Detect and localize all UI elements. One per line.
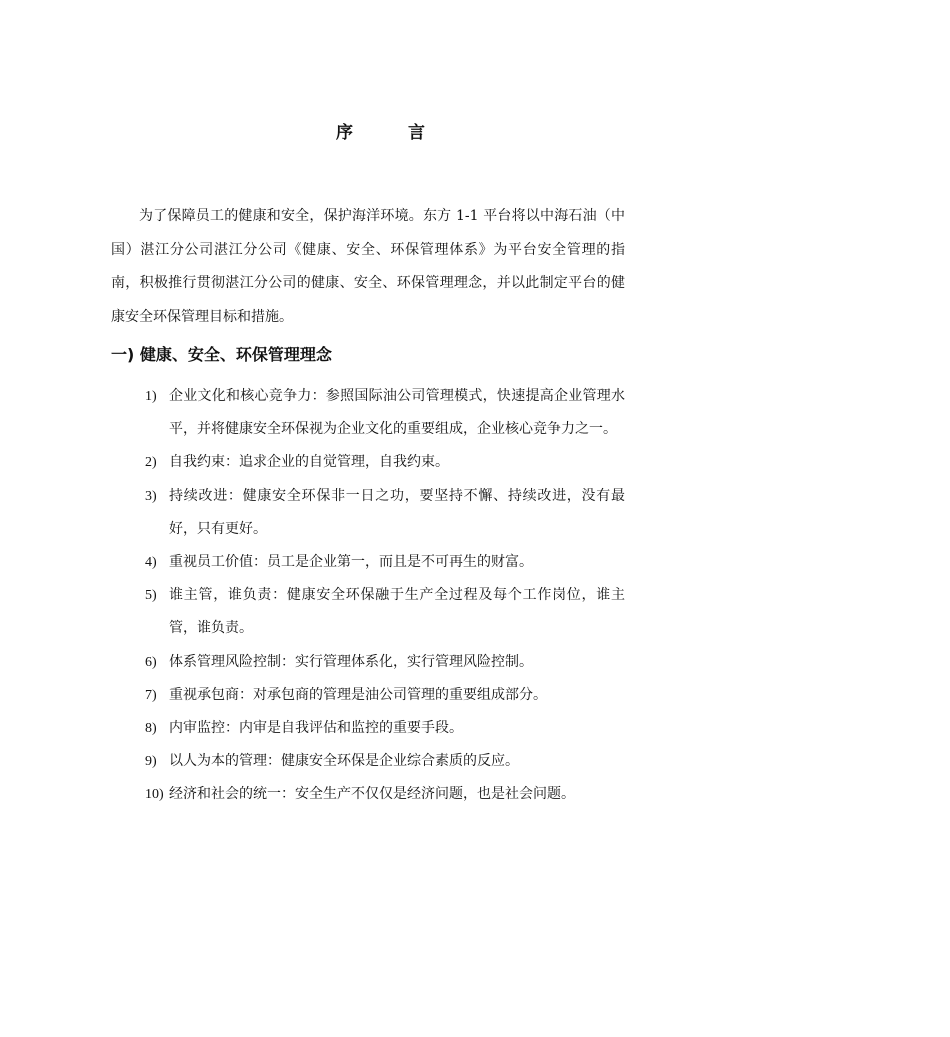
list-item: [145, 380, 625, 446]
list-item-text: 持续改进：健康安全环保非一日之功，要坚持不懈、持续改进，没有最好，只有更好。: [169, 487, 625, 537]
list-item: [145, 646, 625, 679]
list-item-number: 6): [145, 654, 157, 670]
list-item-text: 重视员工价值：员工是企业第一，而且是不可再生的财富。: [169, 554, 533, 571]
list-item: [145, 745, 625, 778]
list-item: [145, 446, 625, 479]
list-item-number: 10): [145, 787, 164, 803]
list-item-text: 重视承包商：对承包商的管理是油公司管理的重要组成部分。: [169, 686, 547, 703]
principles-list: [145, 380, 625, 812]
list-item: [145, 546, 625, 579]
list-item-text: 体系管理风险控制：实行管理体系化，实行管理风险控制。: [169, 653, 533, 670]
list-item-number: 5): [145, 588, 157, 604]
list-item: [145, 778, 625, 811]
list-item-number: 2): [145, 455, 157, 471]
list-item-number: 3): [145, 488, 157, 504]
list-item-text: 谁主管，谁负责：健康安全环保融于生产全过程及每个工作岗位，谁主管，谁负责。: [169, 587, 625, 637]
intro-paragraph: 为了保障员工的健康和安全，保护海洋环境。东方 1-1 平台将以中海石油（中国）湛江分公司湛江分公司《健康、安全、环保管理体系》为平台安全管理的指南，积极推行贯彻湛江分公司的健康、安全、环保管理理念，并以此制定平台的健康安全环保管理目标和措施。: [111, 208, 625, 325]
list-item-number: 8): [145, 721, 157, 737]
list-item: [145, 679, 625, 712]
list-item: [145, 480, 625, 546]
list-item-number: 1): [145, 389, 157, 404]
list-item-text: 以人为本的管理：健康安全环保是企业综合素质的反应。: [169, 753, 519, 770]
list-item-text: 企业文化和核心竞争力：参照国际油公司管理模式，快速提高企业管理水平，并将健康安全环保视为企业文化的重要组成，企业核心竞争力之一。: [169, 388, 625, 438]
document-title: [336, 118, 436, 144]
title-char-2: 言: [408, 123, 425, 143]
list-item-number: 9): [145, 754, 157, 770]
list-item: [145, 579, 625, 645]
list-item-number: 4): [145, 555, 157, 571]
title-char-1: 序: [336, 123, 353, 143]
list-item-text: 经济和社会的统一：安全生产不仅仅是经济问题，也是社会问题。: [169, 786, 575, 803]
section-heading: 一) 健康、安全、环保管理理念: [111, 345, 332, 364]
list-item-text: 自我约束：追求企业的自觉管理，自我约束。: [169, 454, 449, 471]
list-item-number: 7): [145, 687, 157, 703]
list-item-text: 内审监控：内审是自我评估和监控的重要手段。: [169, 720, 463, 737]
list-item: [145, 712, 625, 745]
